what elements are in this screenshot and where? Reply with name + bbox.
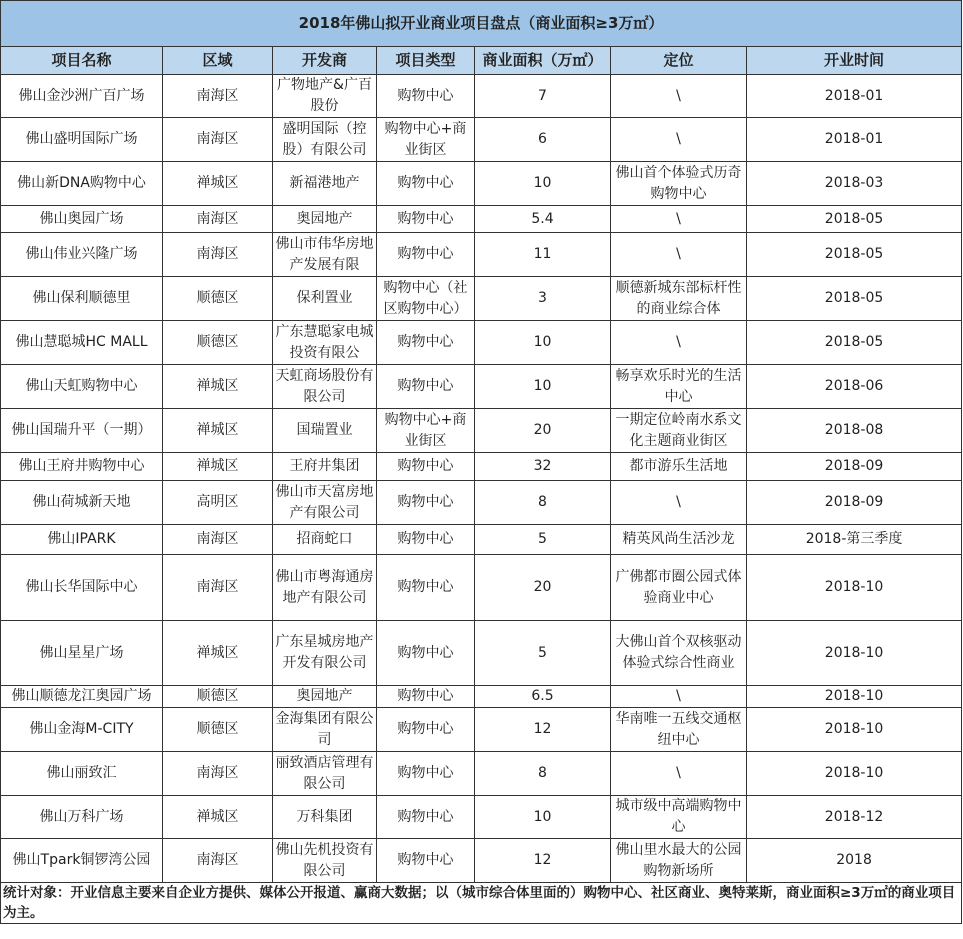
cell-opening-date: 2018-10 xyxy=(747,621,962,686)
cell-developer: 新福港地产 xyxy=(273,162,377,206)
cell-district: 南海区 xyxy=(163,206,273,233)
cell-area: 11 xyxy=(475,233,611,277)
cell-district: 禅城区 xyxy=(163,796,273,839)
cell-developer: 招商蛇口 xyxy=(273,525,377,555)
cell-area: 8 xyxy=(475,752,611,796)
cell-positioning: \ xyxy=(611,233,747,277)
table-row xyxy=(1,206,962,233)
cell-project-name: 佛山天虹购物中心 xyxy=(1,365,163,409)
cell-opening-date: 2018-05 xyxy=(747,233,962,277)
cell-positioning: \ xyxy=(611,206,747,233)
cell-project-name: 佛山万科广场 xyxy=(1,796,163,839)
cell-project-type: 购物中心 xyxy=(377,453,475,481)
cell-positioning: 顺德新城东部标杆性的商业综合体 xyxy=(611,277,747,321)
cell-developer: 万科集团 xyxy=(273,796,377,839)
cell-area: 3 xyxy=(475,277,611,321)
cell-opening-date: 2018-第三季度 xyxy=(747,525,962,555)
cell-area: 5.4 xyxy=(475,206,611,233)
cell-project-name: 佛山丽致汇 xyxy=(1,752,163,796)
cell-project-name: 佛山保利顺德里 xyxy=(1,277,163,321)
cell-project-name: 佛山新DNA购物中心 xyxy=(1,162,163,206)
cell-project-name: 佛山荷城新天地 xyxy=(1,481,163,525)
cell-district: 南海区 xyxy=(163,75,273,118)
cell-positioning: 大佛山首个双核驱动体验式综合性商业 xyxy=(611,621,747,686)
table-row xyxy=(1,481,962,525)
cell-developer: 奥园地产 xyxy=(273,686,377,708)
cell-project-type: 购物中心 xyxy=(377,796,475,839)
cell-project-name: 佛山慧聪城HC MALL xyxy=(1,321,163,365)
table-row xyxy=(1,321,962,365)
cell-positioning: \ xyxy=(611,752,747,796)
cell-positioning: 广佛都市圈公园式体验商业中心 xyxy=(611,555,747,621)
cell-project-name: 佛山王府井购物中心 xyxy=(1,453,163,481)
cell-opening-date: 2018-05 xyxy=(747,277,962,321)
cell-project-type: 购物中心 xyxy=(377,321,475,365)
cell-project-type: 购物中心 xyxy=(377,481,475,525)
cell-project-type: 购物中心 xyxy=(377,365,475,409)
cell-area: 6.5 xyxy=(475,686,611,708)
cell-district: 顺德区 xyxy=(163,686,273,708)
cell-positioning: 一期定位岭南水系文化主题商业街区 xyxy=(611,409,747,453)
column-header-positioning: 定位 xyxy=(611,47,747,75)
cell-project-name: 佛山盛明国际广场 xyxy=(1,118,163,162)
cell-positioning: 华南唯一五线交通枢纽中心 xyxy=(611,708,747,752)
table-row xyxy=(1,233,962,277)
table-row xyxy=(1,621,962,686)
cell-developer: 佛山先机投资有限公司 xyxy=(273,839,377,883)
table-row xyxy=(1,525,962,555)
cell-positioning: 城市级中高端购物中心 xyxy=(611,796,747,839)
cell-project-name: 佛山Tpark铜锣湾公园 xyxy=(1,839,163,883)
column-header-district: 区域 xyxy=(163,47,273,75)
cell-area: 32 xyxy=(475,453,611,481)
cell-area: 5 xyxy=(475,621,611,686)
cell-district: 禅城区 xyxy=(163,162,273,206)
cell-project-type: 购物中心 xyxy=(377,686,475,708)
column-header-project-name: 项目名称 xyxy=(1,47,163,75)
cell-project-type: 购物中心 xyxy=(377,206,475,233)
table-row xyxy=(1,453,962,481)
cell-area: 10 xyxy=(475,321,611,365)
cell-opening-date: 2018-10 xyxy=(747,708,962,752)
cell-developer: 佛山市天富房地产有限公司 xyxy=(273,481,377,525)
cell-project-name: 佛山金海M-CITY xyxy=(1,708,163,752)
cell-project-type: 购物中心 xyxy=(377,839,475,883)
column-header-project-type: 项目类型 xyxy=(377,47,475,75)
cell-developer: 国瑞置业 xyxy=(273,409,377,453)
cell-opening-date: 2018-05 xyxy=(747,321,962,365)
cell-area: 10 xyxy=(475,162,611,206)
cell-project-name: 佛山国瑞升平（一期） xyxy=(1,409,163,453)
cell-district: 南海区 xyxy=(163,555,273,621)
cell-project-type: 购物中心 xyxy=(377,162,475,206)
cell-district: 顺德区 xyxy=(163,321,273,365)
cell-positioning: \ xyxy=(611,75,747,118)
cell-district: 禅城区 xyxy=(163,621,273,686)
cell-area: 8 xyxy=(475,481,611,525)
cell-project-type: 购物中心+商业街区 xyxy=(377,118,475,162)
cell-area: 20 xyxy=(475,409,611,453)
cell-positioning: 畅享欢乐时光的生活中心 xyxy=(611,365,747,409)
cell-opening-date: 2018-03 xyxy=(747,162,962,206)
cell-district: 禅城区 xyxy=(163,409,273,453)
table-title: 2018年佛山拟开业商业项目盘点（商业面积≥3万㎡） xyxy=(1,1,962,47)
cell-developer: 盛明国际（控股）有限公司 xyxy=(273,118,377,162)
cell-project-type: 购物中心 xyxy=(377,555,475,621)
cell-positioning: 佛山里水最大的公园购物新场所 xyxy=(611,839,747,883)
table-row xyxy=(1,839,962,883)
cell-developer: 王府井集团 xyxy=(273,453,377,481)
cell-opening-date: 2018-09 xyxy=(747,453,962,481)
cell-developer: 金海集团有限公司 xyxy=(273,708,377,752)
table-row xyxy=(1,752,962,796)
cell-opening-date: 2018-12 xyxy=(747,796,962,839)
table-row xyxy=(1,162,962,206)
cell-project-type: 购物中心（社区购物中心） xyxy=(377,277,475,321)
cell-positioning: 精英风尚生活沙龙 xyxy=(611,525,747,555)
cell-area: 12 xyxy=(475,839,611,883)
cell-project-type: 购物中心 xyxy=(377,233,475,277)
cell-area: 6 xyxy=(475,118,611,162)
cell-positioning: \ xyxy=(611,321,747,365)
cell-area: 10 xyxy=(475,796,611,839)
cell-project-name: 佛山伟业兴隆广场 xyxy=(1,233,163,277)
table-row xyxy=(1,277,962,321)
cell-developer: 保利置业 xyxy=(273,277,377,321)
cell-district: 南海区 xyxy=(163,233,273,277)
header-row xyxy=(1,47,962,75)
cell-opening-date: 2018-09 xyxy=(747,481,962,525)
column-header-area: 商业面积（万㎡） xyxy=(475,47,611,75)
cell-developer: 广东慧聪家电城投资有限公 xyxy=(273,321,377,365)
cell-district: 顺德区 xyxy=(163,708,273,752)
table-row xyxy=(1,796,962,839)
cell-opening-date: 2018-10 xyxy=(747,686,962,708)
column-header-opening-date: 开业时间 xyxy=(747,47,962,75)
table-row xyxy=(1,75,962,118)
cell-district: 禅城区 xyxy=(163,453,273,481)
cell-positioning: 都市游乐生活地 xyxy=(611,453,747,481)
cell-opening-date: 2018-01 xyxy=(747,118,962,162)
cell-developer: 奥园地产 xyxy=(273,206,377,233)
cell-area: 10 xyxy=(475,365,611,409)
cell-project-type: 购物中心 xyxy=(377,621,475,686)
cell-project-name: 佛山顺德龙江奥园广场 xyxy=(1,686,163,708)
cell-positioning: \ xyxy=(611,118,747,162)
cell-area: 20 xyxy=(475,555,611,621)
cell-district: 南海区 xyxy=(163,118,273,162)
table-row xyxy=(1,365,962,409)
cell-opening-date: 2018-10 xyxy=(747,752,962,796)
cell-project-type: 购物中心 xyxy=(377,752,475,796)
cell-positioning: 佛山首个体验式历奇购物中心 xyxy=(611,162,747,206)
cell-project-name: 佛山IPARK xyxy=(1,525,163,555)
table-row xyxy=(1,708,962,752)
cell-project-name: 佛山长华国际中心 xyxy=(1,555,163,621)
cell-developer: 佛山市伟华房地产发展有限 xyxy=(273,233,377,277)
table-row xyxy=(1,555,962,621)
cell-developer: 佛山市粤海通房地产有限公司 xyxy=(273,555,377,621)
footnote: 统计对象：开业信息主要来自企业方提供、媒体公开报道、赢商大数据；以（城市综合体里面的）购物中心、社区商业、奥特莱斯，商业面积≥3万㎡的商业项目为主。 xyxy=(1,883,962,924)
cell-district: 南海区 xyxy=(163,752,273,796)
cell-project-type: 购物中心+商业街区 xyxy=(377,409,475,453)
cell-district: 禅城区 xyxy=(163,365,273,409)
cell-project-type: 购物中心 xyxy=(377,708,475,752)
cell-opening-date: 2018-06 xyxy=(747,365,962,409)
cell-project-name: 佛山金沙洲广百广场 xyxy=(1,75,163,118)
cell-district: 南海区 xyxy=(163,525,273,555)
cell-opening-date: 2018-10 xyxy=(747,555,962,621)
cell-district: 顺德区 xyxy=(163,277,273,321)
cell-positioning: \ xyxy=(611,481,747,525)
cell-developer: 广物地产&广百股份 xyxy=(273,75,377,118)
cell-project-name: 佛山星星广场 xyxy=(1,621,163,686)
cell-positioning: \ xyxy=(611,686,747,708)
cell-project-name: 佛山奥园广场 xyxy=(1,206,163,233)
cell-area: 12 xyxy=(475,708,611,752)
cell-district: 高明区 xyxy=(163,481,273,525)
cell-opening-date: 2018-05 xyxy=(747,206,962,233)
cell-opening-date: 2018 xyxy=(747,839,962,883)
cell-area: 5 xyxy=(475,525,611,555)
cell-project-type: 购物中心 xyxy=(377,75,475,118)
table-row xyxy=(1,118,962,162)
cell-developer: 丽致酒店管理有限公司 xyxy=(273,752,377,796)
cell-district: 南海区 xyxy=(163,839,273,883)
table-row xyxy=(1,409,962,453)
cell-area: 7 xyxy=(475,75,611,118)
cell-opening-date: 2018-01 xyxy=(747,75,962,118)
cell-project-type: 购物中心 xyxy=(377,525,475,555)
table-row xyxy=(1,686,962,708)
cell-developer: 广东星城房地产开发有限公司 xyxy=(273,621,377,686)
column-header-developer: 开发商 xyxy=(273,47,377,75)
cell-developer: 天虹商场股份有限公司 xyxy=(273,365,377,409)
cell-opening-date: 2018-08 xyxy=(747,409,962,453)
